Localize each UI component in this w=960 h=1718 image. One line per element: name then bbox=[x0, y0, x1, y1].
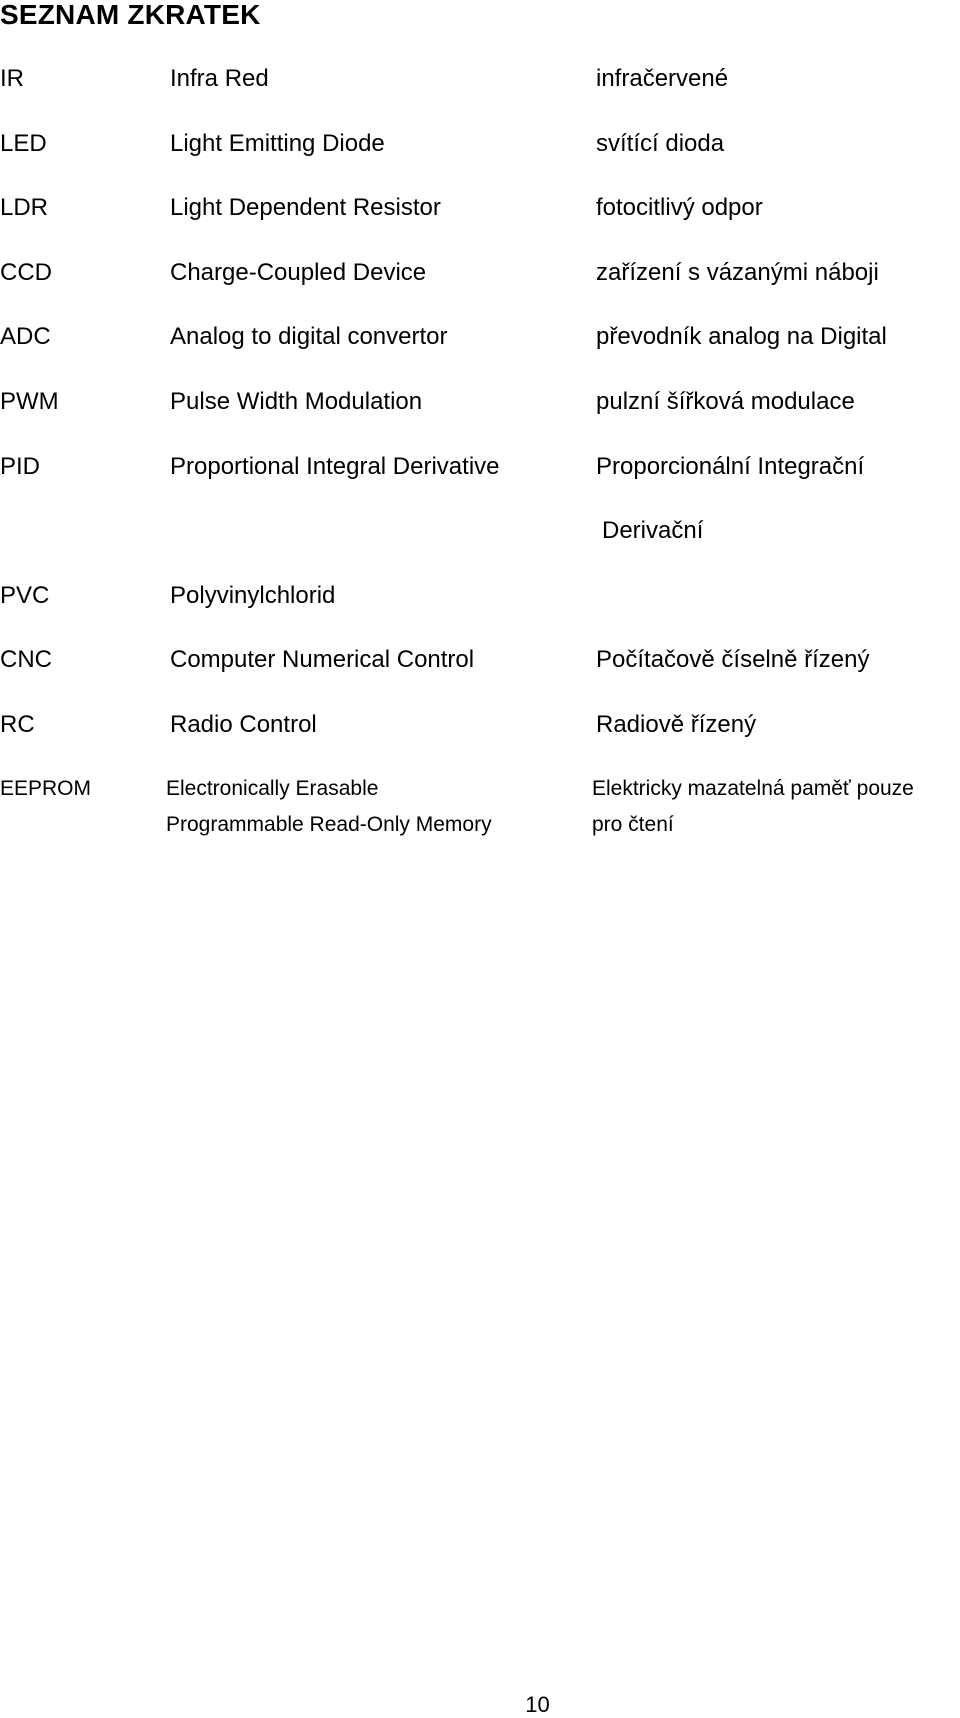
czech-term: Proporcionální Integrační bbox=[596, 453, 865, 480]
english-term: Proportional Integral Derivative bbox=[170, 453, 500, 480]
czech-term: infračervené bbox=[596, 65, 729, 92]
abbreviation: PVC bbox=[0, 582, 50, 609]
page-number: 10 bbox=[525, 1692, 550, 1717]
english-term: Polyvinylchlorid bbox=[170, 582, 336, 609]
english-term: Computer Numerical Control bbox=[170, 646, 475, 673]
czech-term: zařízení s vázanými náboji bbox=[596, 259, 879, 286]
czech-term: svítící dioda bbox=[596, 130, 725, 157]
abbreviation: CNC bbox=[0, 646, 52, 673]
czech-term: Elektricky mazatelná paměť pouze bbox=[592, 777, 914, 800]
czech-term: pro čtení bbox=[592, 813, 674, 836]
english-term: Programmable Read-Only Memory bbox=[166, 813, 492, 836]
abbreviation: IR bbox=[0, 65, 24, 92]
czech-term: převodník analog na Digital bbox=[596, 323, 887, 350]
czech-term: Počítačově číselně řízený bbox=[596, 646, 870, 673]
abbreviation: EEPROM bbox=[0, 777, 92, 800]
page-title: SEZNAM ZKRATEK bbox=[0, 0, 261, 30]
english-term: Electronically Erasable bbox=[166, 777, 379, 800]
english-term: Light Emitting Diode bbox=[170, 130, 385, 157]
czech-term: Derivační bbox=[602, 517, 704, 544]
czech-term: fotocitlivý odpor bbox=[596, 194, 763, 221]
abbreviation: ADC bbox=[0, 323, 51, 350]
english-term: Charge-Coupled Device bbox=[170, 259, 427, 286]
english-term: Pulse Width Modulation bbox=[170, 388, 423, 415]
abbreviation: PID bbox=[0, 453, 41, 480]
abbreviation: LED bbox=[0, 130, 47, 157]
abbreviation: PWM bbox=[0, 388, 59, 415]
czech-term: pulzní šířková modulace bbox=[596, 388, 855, 415]
czech-term: Radiově řízený bbox=[596, 711, 757, 738]
abbreviation: RC bbox=[0, 711, 35, 738]
english-term: Radio Control bbox=[170, 711, 317, 738]
english-term: Light Dependent Resistor bbox=[170, 194, 441, 221]
abbreviation: LDR bbox=[0, 194, 49, 221]
english-term: Infra Red bbox=[170, 65, 269, 92]
abbreviation: CCD bbox=[0, 259, 52, 286]
english-term: Analog to digital convertor bbox=[170, 323, 448, 350]
